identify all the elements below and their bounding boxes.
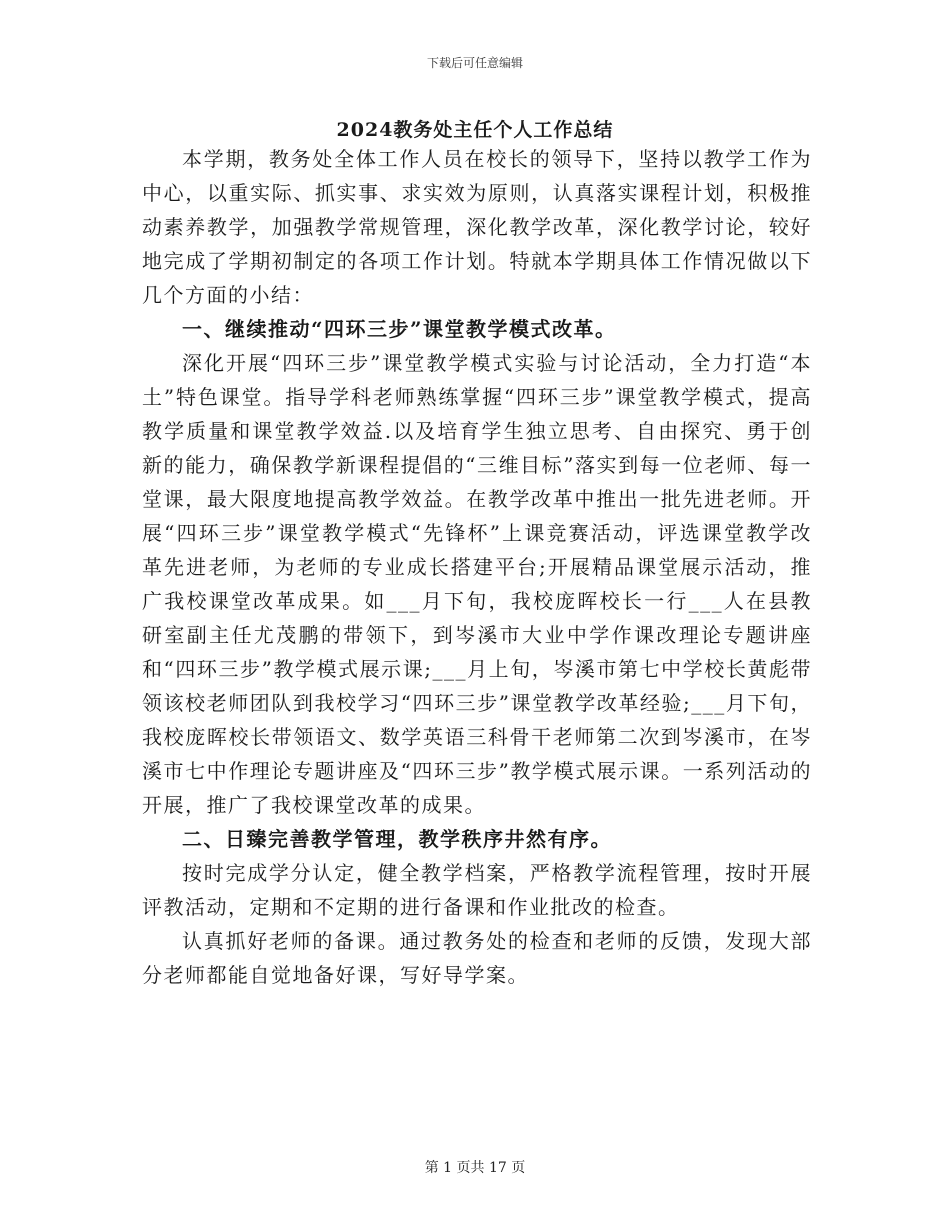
section-heading-1: 一、继续推动“四环三步”课堂教学模式改革。 xyxy=(182,317,617,341)
paragraph-section-1: 深化开展“四环三步”课堂教学模式实验与讨论活动，全力打造“本土”特色课堂。指导学科老师熟练掌握“四环三步”课堂教学模式，提高教学质量和课堂教学效益.以及培育学生独立思考、自由探究、勇于创新的能力，确保教学新课程提倡的“三维目标”落实到每一位老师、每一堂课，最大限度地提高教学效益。在教学改革中推出一批先进老师。开展“四环三步”课堂教学模式“先锋杯”上课竞赛活动，评选课堂教学改革先进老师，为老师的专业成长搭建平台;开展精品课堂展示活动，推广我校课堂改革成果。如___月下旬，我校庞晖校长一行___人在县教研室副主任尤茂鹏的带领下，到岑溪市大业中学作课改理论专题讲座和“四环三步”教学模式展示课;___月上旬，岑溪市第七中学校长黄彪带领该校老师团队到我校学习“四环三步”课堂教学改革经验;___月下旬，我校庞晖校长带领语文、数学英语三科骨干老师第二次到岑溪市，在岑溪市七中作理论专题讲座及“四环三步”教学模式展示课。一系列活动的开展，推广了我校课堂改革的成果。 xyxy=(142,351,812,817)
document-body xyxy=(142,142,812,992)
header-note: 下载后可任意编辑 xyxy=(426,56,523,70)
document-title: 2024教务处主任个人工作总结 xyxy=(336,119,614,141)
section-heading-2: 二、日臻完善教学管理，教学秩序井然有序。 xyxy=(182,827,612,851)
paragraph-section-2a: 按时完成学分认定，健全教学档案，严格教学流程管理，按时开展评教活动，定期和不定期的进行备课和作业批改的检查。 xyxy=(142,861,812,919)
paragraph-section-2b: 认真抓好老师的备课。通过教务处的检查和老师的反馈，发现大部分老师都能自觉地备好课，写好导学案。 xyxy=(142,929,812,987)
page-footer: 第 1 页共 17 页 xyxy=(424,1160,526,1176)
paragraph-intro: 本学期，教务处全体工作人员在校长的领导下，坚持以教学工作为中心，以重实际、抓实事、求实效为原则，认真落实课程计划，积极推动素养教学，加强教学常规管理，深化教学改革，深化教学讨论，较好地完成了学期初制定的各项工作计划。特就本学期具体工作情况做以下几个方面的小结： xyxy=(142,147,812,307)
